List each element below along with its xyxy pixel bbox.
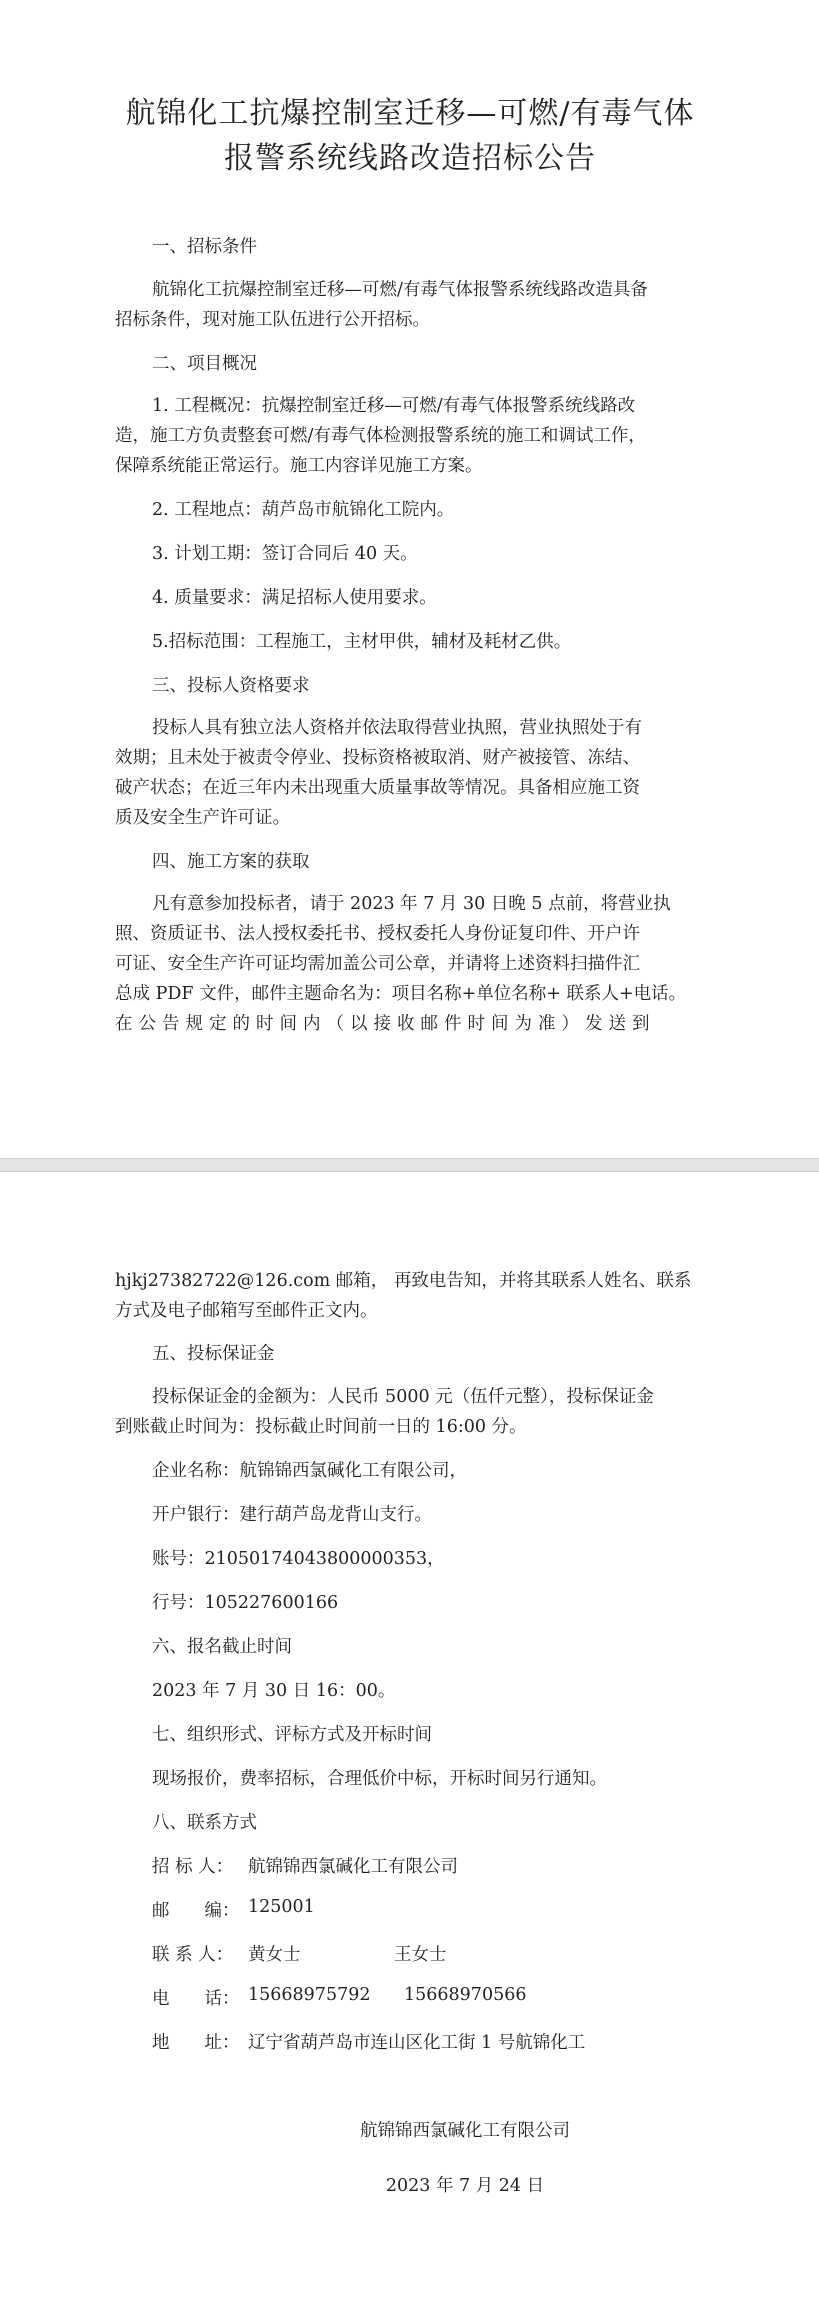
signature-date: 2023 年 7 月 24 日 (385, 2176, 545, 2196)
section-3-text: 质及安全生产许可证。 (115, 808, 290, 828)
section-2-item-1: 1. 工程概况：抗爆控制室迁移—可燃/有毒气体报警系统线路改 (152, 396, 636, 416)
postcode-label: 邮 编： (152, 1901, 240, 1921)
section-1-heading: 一、招标条件 (152, 237, 257, 257)
section-2-item-1: 造，施工方负责整套可燃/有毒气体检测报警系统的施工和调试工作， (115, 426, 646, 446)
section-4-text: 凡有意参加投标者，请于 2023 年 7 月 30 日晚 5 点前，将营业执 (152, 894, 671, 914)
address-value: 辽宁省葫芦岛市连山区化工街 1 号航锦化工 (248, 2033, 586, 2053)
section-3-heading: 三、投标人资格要求 (152, 676, 310, 696)
section-5-text: 到账截止时间为：投标截止时间前一日的 16:00 分。 (115, 1417, 527, 1437)
bank-account: 账号：21050174043800000353， (152, 1549, 445, 1569)
section-4-heading: 四、施工方案的获取 (152, 852, 310, 872)
section-2-item-1: 保障系统能正常运行。施工内容详见施工方案。 (115, 456, 483, 476)
section-4-text: 方式及电子邮箱写至邮件正文内。 (115, 1301, 378, 1321)
bank-number: 行号：105227600166 (152, 1593, 339, 1613)
tenderer-value: 航锦锦西氯碱化工有限公司 (248, 1857, 458, 1877)
section-1-text: 航锦化工抗爆控制室迁移—可燃/有毒气体报警系统线路改造具备 (152, 280, 648, 300)
section-2-heading: 二、项目概况 (152, 354, 257, 374)
phone-1: 15668975792 (248, 1985, 371, 2005)
section-5-heading: 五、投标保证金 (152, 1344, 275, 1364)
section-3-text: 投标人具有独立法人资格并依法取得营业执照，营业执照处于有 (152, 718, 642, 738)
section-4-text: 在公告规定的时间内（以接收邮件时间为准）发送到 (115, 1014, 656, 1034)
document-page-2 (0, 1172, 819, 2314)
phone-label: 电 话： (152, 1989, 240, 2009)
bank-name: 开户银行：建行葫芦岛龙背山支行。 (152, 1505, 432, 1525)
company-name: 企业名称：航锦锦西氯碱化工有限公司， (152, 1461, 467, 1481)
section-6-heading: 六、报名截止时间 (152, 1637, 292, 1657)
signature-company: 航锦锦西氯碱化工有限公司 (360, 2121, 570, 2141)
section-2-item-5: 5.招标范围：工程施工，主材甲供，辅材及耗材乙供。 (152, 632, 572, 652)
tenderer-label: 招 标 人： (152, 1857, 234, 1877)
section-2-item-3: 3. 计划工期：签订合同后 40 天。 (152, 544, 418, 564)
section-4-email-line: hjkj27382722@126.com 邮箱， 再致电告知，并将其联系人姓名、联系 (115, 1271, 692, 1291)
deadline-text: 2023 年 7 月 30 日 16：00。 (152, 1681, 396, 1701)
section-4-text: 可证、安全生产许可证均需加盖公司公章，并请将上述资料扫描件汇 (115, 954, 640, 974)
section-3-text: 效期；且未处于被责令停业、投标资格被取消、财产被接管、冻结、 (115, 748, 640, 768)
address-label: 地 址： (152, 2033, 240, 2053)
section-2-item-4: 4. 质量要求：满足招标人使用要求。 (152, 588, 437, 608)
section-1-text: 招标条件，现对施工队伍进行公开招标。 (115, 310, 430, 330)
section-8-heading: 八、联系方式 (152, 1813, 257, 1833)
document-title-line-1: 航锦化工抗爆控制室迁移—可燃/有毒气体 (125, 96, 695, 131)
page-divider (0, 1158, 819, 1172)
contact-person-label: 联 系 人： (152, 1945, 234, 1965)
section-2-item-2: 2. 工程地点：葫芦岛市航锦化工院内。 (152, 500, 455, 520)
contact-person-2: 王女士 (394, 1945, 447, 1965)
section-3-text: 破产状态；在近三年内未出现重大质量事故等情况。具备相应施工资 (115, 778, 640, 798)
section-7-heading: 七、组织形式、评标方式及开标时间 (152, 1725, 432, 1745)
contact-person-1: 黄女士 (248, 1945, 301, 1965)
document-title-line-2: 报警系统线路改造招标公告 (224, 141, 596, 176)
section-7-text: 现场报价，费率招标，合理低价中标，开标时间另行通知。 (152, 1769, 607, 1789)
postcode-value: 125001 (248, 1897, 315, 1917)
phone-2: 15668970566 (404, 1985, 527, 2005)
section-4-text: 照、资质证书、法人授权委托书、授权委托人身份证复印件、开户许 (115, 924, 640, 944)
section-4-text: 总成 PDF 文件，邮件主题命名为：项目名称+单位名称+ 联系人+电话。 (115, 984, 687, 1004)
section-5-text: 投标保证金的金额为：人民币 5000 元（伍仟元整），投标保证金 (152, 1387, 654, 1407)
